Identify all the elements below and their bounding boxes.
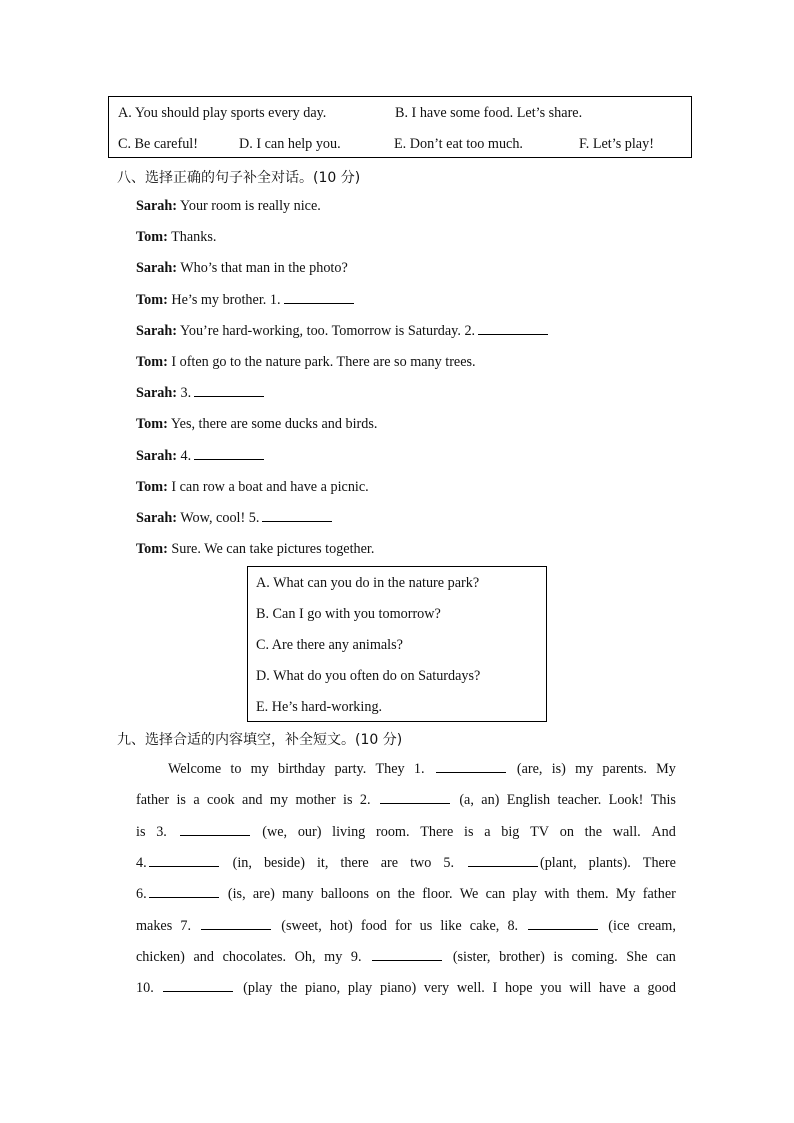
passage-word: hot) bbox=[329, 917, 353, 934]
dialogue-line bbox=[136, 448, 264, 465]
passage-word: a bbox=[633, 980, 640, 997]
passage-word: 7. bbox=[180, 917, 191, 934]
passage-word: room. bbox=[376, 823, 410, 840]
dialogue-text: 4. bbox=[177, 447, 192, 464]
passage-word: the bbox=[397, 886, 415, 903]
passage-word-with-blank: 4. bbox=[136, 855, 221, 872]
dialogue-line bbox=[136, 416, 377, 433]
passage-word: a bbox=[193, 792, 200, 809]
passage-word: 1. bbox=[413, 761, 425, 777]
passage-word: English bbox=[506, 792, 551, 809]
passage-word: is bbox=[176, 792, 186, 809]
passage-word: us bbox=[419, 917, 433, 934]
passage-word: is bbox=[553, 948, 563, 965]
dialogue-option: D. What do you often do on Saturdays? bbox=[256, 668, 481, 684]
passage-word: My bbox=[615, 886, 636, 903]
passage-word: our) bbox=[297, 823, 322, 840]
speaker-label: Tom: bbox=[136, 478, 168, 495]
answer-blank[interactable] bbox=[478, 333, 548, 335]
passage-word: 2. bbox=[359, 792, 371, 809]
dialogue-text: Who’s that man in the photo? bbox=[177, 260, 348, 277]
passage-word: is bbox=[136, 823, 146, 840]
answer-blank[interactable] bbox=[468, 865, 538, 867]
passage-word: 10. bbox=[136, 980, 154, 997]
passage-line bbox=[136, 918, 676, 935]
passage-word-with-blank bbox=[178, 824, 252, 841]
passage-word: beside) bbox=[263, 854, 305, 871]
dialogue-line bbox=[136, 385, 264, 402]
passage-word: for bbox=[395, 917, 412, 934]
speaker-label: Tom: bbox=[136, 291, 168, 308]
passage-word-with-blank bbox=[526, 918, 600, 935]
passage-word: Welcome bbox=[168, 761, 222, 777]
speaker-label: Tom: bbox=[136, 541, 168, 558]
passage-word: big bbox=[501, 823, 520, 840]
passage-word: And bbox=[651, 823, 676, 840]
passage-word: them. bbox=[576, 886, 609, 903]
passage-word: two bbox=[410, 854, 432, 871]
option-c: C. Be careful! bbox=[118, 136, 198, 152]
passage-word: my bbox=[324, 948, 343, 965]
passage-word: play bbox=[347, 980, 373, 997]
dialogue-text: Your room is really nice. bbox=[177, 198, 321, 214]
passage-word-with-blank bbox=[434, 761, 508, 778]
passage-word: chocolates. bbox=[222, 948, 287, 965]
passage-word: (in, bbox=[232, 854, 252, 871]
passage-word-with-blank bbox=[378, 792, 452, 809]
passage-word: are bbox=[380, 854, 399, 871]
passage-word: (sister, bbox=[452, 948, 491, 965]
answer-blank[interactable] bbox=[149, 865, 219, 867]
passage-word: with bbox=[544, 886, 570, 903]
passage-word: my bbox=[575, 761, 594, 777]
passage-word: is bbox=[464, 823, 474, 840]
passage-line bbox=[136, 886, 676, 903]
dialogue-text: I can row a boat and have a picnic. bbox=[167, 478, 369, 495]
passage-word-with-blank: 6. bbox=[136, 886, 221, 903]
passage-word: on bbox=[559, 823, 574, 840]
speaker-label: Sarah: bbox=[136, 510, 177, 526]
passage-word: makes bbox=[136, 917, 173, 934]
passage-word: have bbox=[599, 980, 626, 997]
answer-blank[interactable] bbox=[436, 771, 506, 773]
answer-blank[interactable] bbox=[380, 802, 450, 804]
passage-word: There bbox=[420, 823, 454, 840]
passage-word: 8. bbox=[507, 917, 519, 934]
option-f: F. Let’s play! bbox=[579, 136, 654, 152]
answer-blank[interactable] bbox=[284, 302, 354, 304]
passage-word: floor. bbox=[422, 886, 453, 903]
passage-word: father bbox=[136, 792, 170, 809]
passage-word: TV bbox=[530, 823, 550, 840]
passage-word: piano) bbox=[379, 980, 417, 997]
passage-line bbox=[136, 855, 676, 872]
passage-word-with-blank bbox=[161, 980, 235, 997]
passage-word: like bbox=[440, 917, 462, 934]
option-d: D. I can help you. bbox=[239, 136, 341, 152]
dialogue-text: Wow, cool! 5. bbox=[177, 510, 260, 526]
passage-word: teacher. bbox=[557, 792, 602, 809]
passage-word: (a, bbox=[459, 792, 474, 809]
speaker-label: Tom: bbox=[136, 229, 168, 246]
passage-word: the bbox=[280, 980, 298, 997]
speaker-label: Sarah: bbox=[136, 385, 177, 402]
dialogue-line bbox=[136, 292, 354, 309]
speaker-label: Sarah: bbox=[136, 322, 177, 339]
passage-line bbox=[168, 761, 676, 778]
passage-word: a bbox=[484, 823, 491, 840]
passage-word: on bbox=[376, 886, 391, 903]
dialogue-text: You’re hard-working, too. Tomorrow is Saturday. 2. bbox=[177, 322, 476, 339]
answer-blank[interactable] bbox=[372, 959, 442, 961]
dialogue-text: He’s my brother. 1. bbox=[167, 291, 281, 308]
speaker-label: Tom: bbox=[136, 416, 168, 433]
dialogue-option: C. Are there any animals? bbox=[256, 637, 403, 653]
passage-word: (play bbox=[243, 980, 273, 997]
passage-word: (ice bbox=[608, 917, 630, 934]
passage-word: an) bbox=[481, 792, 500, 809]
answer-blank[interactable] bbox=[201, 928, 271, 930]
dialogue-text: Thanks. bbox=[167, 229, 217, 246]
passage-word: They bbox=[375, 761, 405, 777]
passage-word-with-blank: (plant, bbox=[466, 855, 577, 872]
passage-word: 5. bbox=[443, 854, 454, 871]
answer-blank[interactable] bbox=[262, 520, 332, 522]
option-box-dialogue bbox=[247, 566, 547, 722]
passage-word: well. bbox=[456, 980, 485, 997]
passage-word: very bbox=[423, 980, 450, 997]
passage-word: 9. bbox=[350, 948, 362, 965]
passage-word: I bbox=[492, 980, 498, 997]
passage-word: hope bbox=[504, 980, 533, 997]
dialogue-line bbox=[136, 260, 348, 277]
dialogue-text: I often go to the nature park. There are so many trees. bbox=[167, 354, 476, 370]
passage-word: will bbox=[569, 980, 592, 997]
passage-word: food bbox=[360, 917, 387, 934]
passage-word: parents. bbox=[602, 761, 647, 777]
dialogue-text: Sure. We can take pictures together. bbox=[167, 541, 375, 558]
passage-word: to bbox=[230, 761, 242, 777]
passage-line bbox=[136, 792, 676, 809]
passage-word: many bbox=[282, 886, 314, 903]
passage-line bbox=[136, 949, 676, 966]
passage-word-with-blank bbox=[199, 918, 273, 935]
answer-blank[interactable] bbox=[149, 896, 219, 898]
speaker-label: Sarah: bbox=[136, 447, 177, 464]
passage-word: and bbox=[193, 948, 214, 965]
answer-blank[interactable] bbox=[194, 458, 264, 460]
option-a: A. You should play sports every day. bbox=[118, 105, 327, 121]
dialogue-line bbox=[136, 479, 369, 496]
passage-line bbox=[136, 824, 676, 841]
passage-word: cream, bbox=[637, 917, 676, 934]
passage-word: She bbox=[626, 948, 648, 965]
passage-line bbox=[136, 980, 676, 997]
dialogue-text: 3. bbox=[177, 385, 192, 402]
section8-heading: 八、选择正确的句子补全对话。(10 分) bbox=[117, 170, 361, 186]
passage-word: you bbox=[540, 980, 562, 997]
passage-word: (are, bbox=[516, 761, 543, 777]
passage-word: chicken) bbox=[136, 948, 185, 965]
passage-word: my bbox=[269, 792, 289, 809]
passage-word: wall. bbox=[612, 823, 641, 840]
passage-word: (sweet, bbox=[281, 917, 322, 934]
option-e: E. Don’t eat too much. bbox=[394, 136, 523, 152]
answer-blank[interactable] bbox=[163, 990, 233, 992]
dialogue-option: E. He’s hard-working. bbox=[256, 699, 383, 715]
dialogue-text: Yes, there are some ducks and birds. bbox=[167, 416, 378, 433]
dialogue-line bbox=[136, 354, 476, 371]
passage-word: Oh, bbox=[294, 948, 316, 965]
passage-word: there bbox=[340, 854, 369, 871]
dialogue-line bbox=[136, 198, 321, 215]
passage-word: (we, bbox=[262, 823, 288, 840]
dialogue-line bbox=[136, 229, 216, 246]
passage-word: is bbox=[343, 792, 353, 809]
passage-word: can bbox=[656, 948, 676, 965]
speaker-label: Tom: bbox=[136, 354, 168, 370]
passage-word: We bbox=[459, 886, 479, 903]
passage-word: My bbox=[656, 761, 676, 777]
passage-word: living bbox=[332, 823, 366, 840]
passage-word: plants). bbox=[588, 854, 631, 871]
passage-word: and bbox=[242, 792, 263, 809]
dialogue-line bbox=[136, 541, 374, 558]
option-box-top bbox=[108, 96, 692, 158]
passage-word: brother) bbox=[499, 948, 545, 965]
answer-blank[interactable] bbox=[194, 395, 264, 397]
dialogue-option: B. Can I go with you tomorrow? bbox=[256, 606, 441, 622]
passage-word: piano, bbox=[305, 980, 341, 997]
passage-word: my bbox=[250, 761, 269, 777]
section9-heading: 九、选择合适的内容填空，补全短文。(10 分) bbox=[117, 732, 403, 748]
passage-word: birthday bbox=[278, 761, 326, 777]
passage-word: There bbox=[642, 854, 676, 871]
passage-word: is) bbox=[551, 761, 566, 777]
passage-word: the bbox=[584, 823, 602, 840]
passage-word: This bbox=[650, 792, 676, 809]
dialogue-option: A. What can you do in the nature park? bbox=[256, 575, 480, 591]
speaker-label: Sarah: bbox=[136, 260, 177, 277]
answer-blank[interactable] bbox=[180, 834, 250, 836]
passage-word: it, bbox=[316, 854, 329, 871]
passage-word: coming. bbox=[571, 948, 618, 965]
speaker-label: Sarah: bbox=[136, 198, 177, 214]
passage-word: play bbox=[512, 886, 537, 903]
passage-word: father bbox=[642, 886, 676, 903]
passage-word-with-blank bbox=[370, 949, 444, 966]
passage-word: cook bbox=[207, 792, 235, 809]
passage-word: mother bbox=[295, 792, 336, 809]
option-b: B. I have some food. Let’s share. bbox=[395, 105, 583, 121]
passage-word: cake, bbox=[469, 917, 500, 934]
passage-word: can bbox=[485, 886, 506, 903]
dialogue-line bbox=[136, 510, 332, 527]
answer-blank[interactable] bbox=[528, 928, 598, 930]
passage-word: (is, bbox=[227, 886, 246, 903]
passage-word: are) bbox=[252, 886, 275, 903]
dialogue-line bbox=[136, 323, 548, 340]
passage-word: good bbox=[647, 980, 676, 997]
passage-word: party. bbox=[334, 761, 367, 777]
passage-word: balloons bbox=[320, 886, 369, 903]
passage-word: 3. bbox=[156, 823, 167, 840]
passage-word: Look! bbox=[608, 792, 644, 809]
